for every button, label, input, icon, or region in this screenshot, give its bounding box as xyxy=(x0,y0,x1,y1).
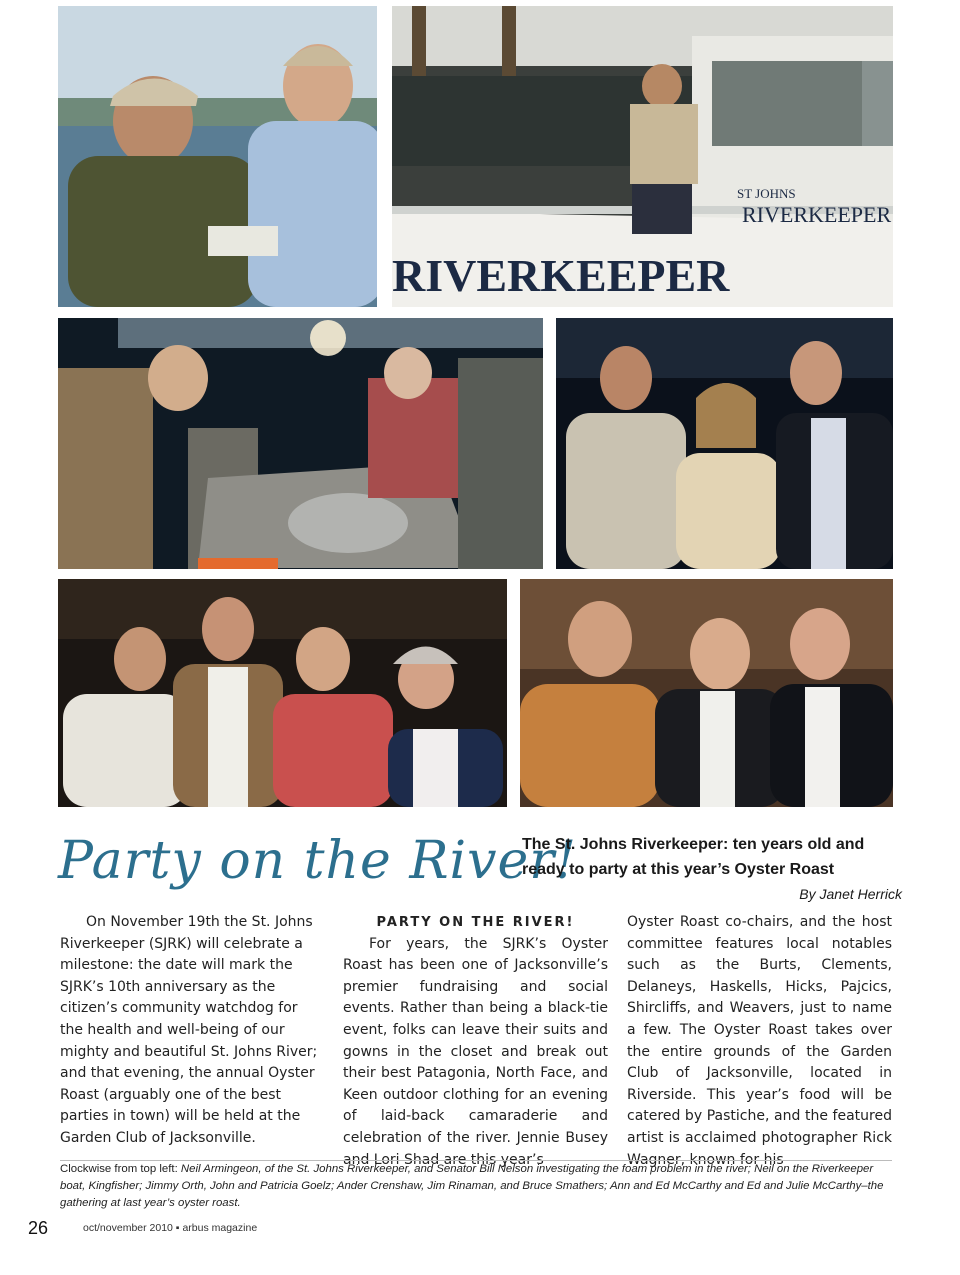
caption-text: Neil Armingeon, of the St. Johns Riverkeeper, and Senator Bill Nelson investigating the foam problem in the river; Neil on the Riverkeeper boat, Kingfisher; Jimmy Orth, John and Patricia Goelz; Ander Crenshaw, Jim Rinaman, and Bruce Smathers; Ann and Ed McCarthy and Ed and Julie McCarthy–the gathering at last year’s oyster roast. xyxy=(60,1163,884,1209)
page-footer: oct/november 2010 ▪ arbus magazine xyxy=(83,1222,258,1234)
page-number: 26 xyxy=(28,1218,49,1238)
article-headline: Party on the River! xyxy=(58,831,578,891)
caption-lead: Clockwise from top left: xyxy=(60,1163,178,1175)
body-paragraph: Oyster Roast co-chairs, and the host committee features local notables such as the Burts, Clements, Delaneys, Haskells, Hicks, Pajcics, Shircliffs, and Weavers, just to name a few. The Oyster Roast takes over the entire grounds of the Garden Club of Jacksonville, located in Riverside. This year’s food will be catered by Pastiche, and the featured artist is acclaimed photographer Rick Wagner, known for his xyxy=(627,914,892,1168)
body-column-1 xyxy=(60,912,322,1150)
body-paragraph: For years, the SJRK’s Oyster Roast has been one of Jacksonville’s premier fundraising and social events. Rather than being a black-tie event, folks can leave their suits and gowns in the closet and break out their best Patagonia, North Face, and Keen outdoor clothing for an evening of laid-back camaraderie and celebration of the river. Jennie Busey and Lori Shad are this year’s xyxy=(343,935,608,1168)
photo-caption xyxy=(60,1160,892,1212)
photo-three-men xyxy=(520,579,893,807)
boat-lettering-1: ST JOHNS xyxy=(737,186,796,201)
photo-riverkeeper-boat xyxy=(392,6,893,307)
photo-river-foam xyxy=(58,6,377,307)
byline: By Janet Herrick xyxy=(799,886,902,902)
section-subhead: PARTY ON THE RIVER! xyxy=(376,915,575,930)
hull-lettering: RIVERKEEPER xyxy=(392,250,730,301)
deck-text: The St. Johns Riverkeeper: ten years old and ready to party at this year’s Oyster Roast xyxy=(522,836,865,878)
body-column-2 xyxy=(343,912,608,1171)
article-deck xyxy=(522,832,902,907)
body-column-3 xyxy=(627,912,892,1171)
boat-lettering-2: RIVERKEEPER xyxy=(742,202,892,227)
photo-four-guests xyxy=(58,579,507,807)
photo-three-guests xyxy=(556,318,893,569)
body-paragraph: On November 19th the St. Johns Riverkeeper (SJRK) will celebrate a milestone: the date will mark the SJRK’s 10th anniversary as the citizen’s community watchdog for the health and well-being of our mighty and beautiful St. Johns River; and that evening, the annual Oyster Roast (arguably one of the best parties in town) will be held at the Garden Club of Jacksonville. xyxy=(60,914,318,1146)
photo-buffet xyxy=(58,318,543,569)
